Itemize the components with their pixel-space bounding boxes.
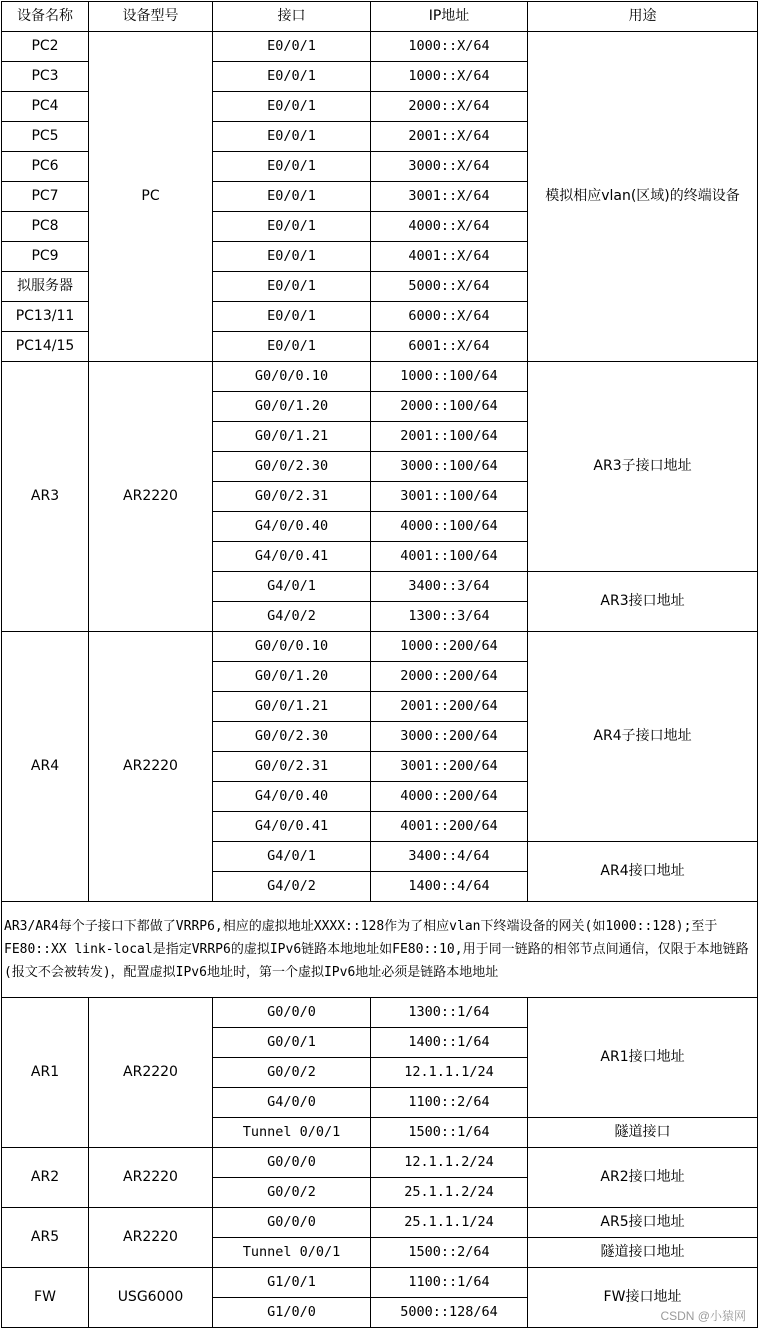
interface-cell: G0/0/2.31	[213, 752, 371, 782]
interface-cell: G0/0/0	[213, 1148, 371, 1178]
purpose-cell: 模拟相应vlan(区域)的终端设备	[528, 32, 758, 362]
ip-cell: 5000::128/64	[371, 1298, 528, 1328]
interface-cell: G4/0/0.40	[213, 512, 371, 542]
interface-cell: E0/0/1	[213, 92, 371, 122]
interface-cell: E0/0/1	[213, 32, 371, 62]
ip-cell: 4000::200/64	[371, 782, 528, 812]
table-row	[2, 362, 758, 392]
purpose-cell: AR2接口地址	[528, 1148, 758, 1208]
note-row	[2, 902, 758, 998]
ip-cell: 4000::X/64	[371, 212, 528, 242]
ip-cell: 1100::2/64	[371, 1088, 528, 1118]
interface-cell: G1/0/0	[213, 1298, 371, 1328]
interface-cell: G0/0/1.20	[213, 662, 371, 692]
ip-cell: 1500::2/64	[371, 1238, 528, 1268]
ip-cell: 6000::X/64	[371, 302, 528, 332]
purpose-cell: AR4子接口地址	[528, 632, 758, 842]
ip-cell: 1000::X/64	[371, 32, 528, 62]
purpose-cell: AR5接口地址	[528, 1208, 758, 1238]
interface-cell: G4/0/0.40	[213, 782, 371, 812]
device-name-cell: PC6	[2, 152, 89, 182]
interface-cell: G0/0/0.10	[213, 632, 371, 662]
interface-cell: G0/0/2	[213, 1058, 371, 1088]
header-device-name: 设备名称	[2, 2, 89, 32]
device-name-cell: PC3	[2, 62, 89, 92]
device-model-cell: AR2220	[89, 998, 213, 1148]
header-device-model: 设备型号	[89, 2, 213, 32]
device-name-cell: PC7	[2, 182, 89, 212]
device-name-cell: AR2	[2, 1148, 89, 1208]
interface-cell: G0/0/2.30	[213, 722, 371, 752]
device-name-cell: PC9	[2, 242, 89, 272]
ip-cell: 12.1.1.2/24	[371, 1148, 528, 1178]
interface-cell: G1/0/1	[213, 1268, 371, 1298]
interface-cell: G4/0/2	[213, 602, 371, 632]
device-name-cell: PC4	[2, 92, 89, 122]
header-row	[2, 2, 758, 32]
device-name-cell: PC2	[2, 32, 89, 62]
ip-cell: 3001::X/64	[371, 182, 528, 212]
interface-cell: E0/0/1	[213, 242, 371, 272]
interface-cell: E0/0/1	[213, 212, 371, 242]
interface-cell: E0/0/1	[213, 302, 371, 332]
table-row	[2, 1148, 758, 1178]
ip-cell: 25.1.1.1/24	[371, 1208, 528, 1238]
device-model-cell: AR2220	[89, 1148, 213, 1208]
ip-cell: 3001::200/64	[371, 752, 528, 782]
interface-cell: G0/0/0	[213, 998, 371, 1028]
interface-cell: G0/0/1.21	[213, 692, 371, 722]
interface-cell: G0/0/1	[213, 1028, 371, 1058]
ip-cell: 5000::X/64	[371, 272, 528, 302]
device-name-cell: FW	[2, 1268, 89, 1328]
interface-cell: G4/0/0.41	[213, 542, 371, 572]
ip-cell: 1300::1/64	[371, 998, 528, 1028]
interface-cell: Tunnel 0/0/1	[213, 1118, 371, 1148]
interface-cell: G4/0/1	[213, 572, 371, 602]
header-interface: 接口	[213, 2, 371, 32]
interface-cell: G4/0/0	[213, 1088, 371, 1118]
ip-cell: 4001::200/64	[371, 812, 528, 842]
header-ip-address: IP地址	[371, 2, 528, 32]
ip-cell: 4001::X/64	[371, 242, 528, 272]
ip-cell: 3400::3/64	[371, 572, 528, 602]
interface-cell: G0/0/1.20	[213, 392, 371, 422]
ip-cell: 3001::100/64	[371, 482, 528, 512]
ip-cell: 1300::3/64	[371, 602, 528, 632]
device-name-cell: PC5	[2, 122, 89, 152]
table-row	[2, 998, 758, 1028]
device-name-cell: AR4	[2, 632, 89, 902]
interface-cell: G0/0/1.21	[213, 422, 371, 452]
device-model-cell: AR2220	[89, 362, 213, 632]
device-model-cell: PC	[89, 32, 213, 362]
purpose-cell: AR3子接口地址	[528, 362, 758, 572]
device-model-cell: USG6000	[89, 1268, 213, 1328]
interface-cell: E0/0/1	[213, 332, 371, 362]
table-row	[2, 632, 758, 662]
ip-cell: 25.1.1.2/24	[371, 1178, 528, 1208]
purpose-cell: FW接口地址	[528, 1268, 758, 1328]
ip-cell: 1400::4/64	[371, 872, 528, 902]
header-purpose: 用途	[528, 2, 758, 32]
interface-cell: G4/0/0.41	[213, 812, 371, 842]
interface-cell: E0/0/1	[213, 152, 371, 182]
ip-cell: 4001::100/64	[371, 542, 528, 572]
device-model-cell: AR2220	[89, 632, 213, 902]
device-name-cell: PC8	[2, 212, 89, 242]
table-row	[2, 32, 758, 62]
ip-cell: 2001::200/64	[371, 692, 528, 722]
ip-cell: 1500::1/64	[371, 1118, 528, 1148]
ip-cell: 3000::X/64	[371, 152, 528, 182]
ip-cell: 1100::1/64	[371, 1268, 528, 1298]
device-name-cell: AR5	[2, 1208, 89, 1268]
interface-cell: G0/0/2.31	[213, 482, 371, 512]
interface-cell: G4/0/2	[213, 872, 371, 902]
ip-cell: 2001::X/64	[371, 122, 528, 152]
ip-cell: 2000::200/64	[371, 662, 528, 692]
device-name-cell: 拟服务器	[2, 272, 89, 302]
device-model-cell: AR2220	[89, 1208, 213, 1268]
ip-cell: 1000::X/64	[371, 62, 528, 92]
purpose-cell: AR1接口地址	[528, 998, 758, 1118]
ip-cell: 3000::100/64	[371, 452, 528, 482]
table-row	[2, 1268, 758, 1298]
ip-cell: 1000::100/64	[371, 362, 528, 392]
device-address-table	[1, 1, 758, 1328]
ip-cell: 3400::4/64	[371, 842, 528, 872]
interface-cell: E0/0/1	[213, 272, 371, 302]
interface-cell: G0/0/2	[213, 1178, 371, 1208]
device-name-cell: PC14/15	[2, 332, 89, 362]
ip-cell: 6001::X/64	[371, 332, 528, 362]
ip-cell: 1400::1/64	[371, 1028, 528, 1058]
interface-cell: E0/0/1	[213, 62, 371, 92]
purpose-cell: 隧道接口地址	[528, 1238, 758, 1268]
ip-cell: 3000::200/64	[371, 722, 528, 752]
table-row	[2, 1208, 758, 1238]
vrrp6-note: AR3/AR4每个子接口下都做了VRRP6,相应的虚拟地址XXXX::128作为了相应vlan下终端设备的网关(如1000::128);至于FE80::XX link-local是指定VRRP6的虚拟IPv6链路本地地址如FE80::10,用于同一链路的相邻节点间通信，仅限于本地链路(报文不会被转发)，配置虚拟IPv6地址时，第一个虚拟IPv6地址必须是链路本地地址	[2, 902, 758, 998]
purpose-cell: 隧道接口	[528, 1118, 758, 1148]
interface-cell: G0/0/0	[213, 1208, 371, 1238]
interface-cell: E0/0/1	[213, 122, 371, 152]
ip-cell: 4000::100/64	[371, 512, 528, 542]
ip-cell: 2000::100/64	[371, 392, 528, 422]
interface-cell: G0/0/2.30	[213, 452, 371, 482]
purpose-cell: AR4接口地址	[528, 842, 758, 902]
interface-cell: G0/0/0.10	[213, 362, 371, 392]
ip-cell: 12.1.1.1/24	[371, 1058, 528, 1088]
device-name-cell: PC13/11	[2, 302, 89, 332]
ip-cell: 2001::100/64	[371, 422, 528, 452]
csdn-watermark: CSDN @小猿网	[660, 1309, 746, 1323]
purpose-cell: AR3接口地址	[528, 572, 758, 632]
ip-cell: 1000::200/64	[371, 632, 528, 662]
interface-cell: G4/0/1	[213, 842, 371, 872]
device-name-cell: AR1	[2, 998, 89, 1148]
device-name-cell: AR3	[2, 362, 89, 632]
interface-cell: E0/0/1	[213, 182, 371, 212]
ip-cell: 2000::X/64	[371, 92, 528, 122]
interface-cell: Tunnel 0/0/1	[213, 1238, 371, 1268]
